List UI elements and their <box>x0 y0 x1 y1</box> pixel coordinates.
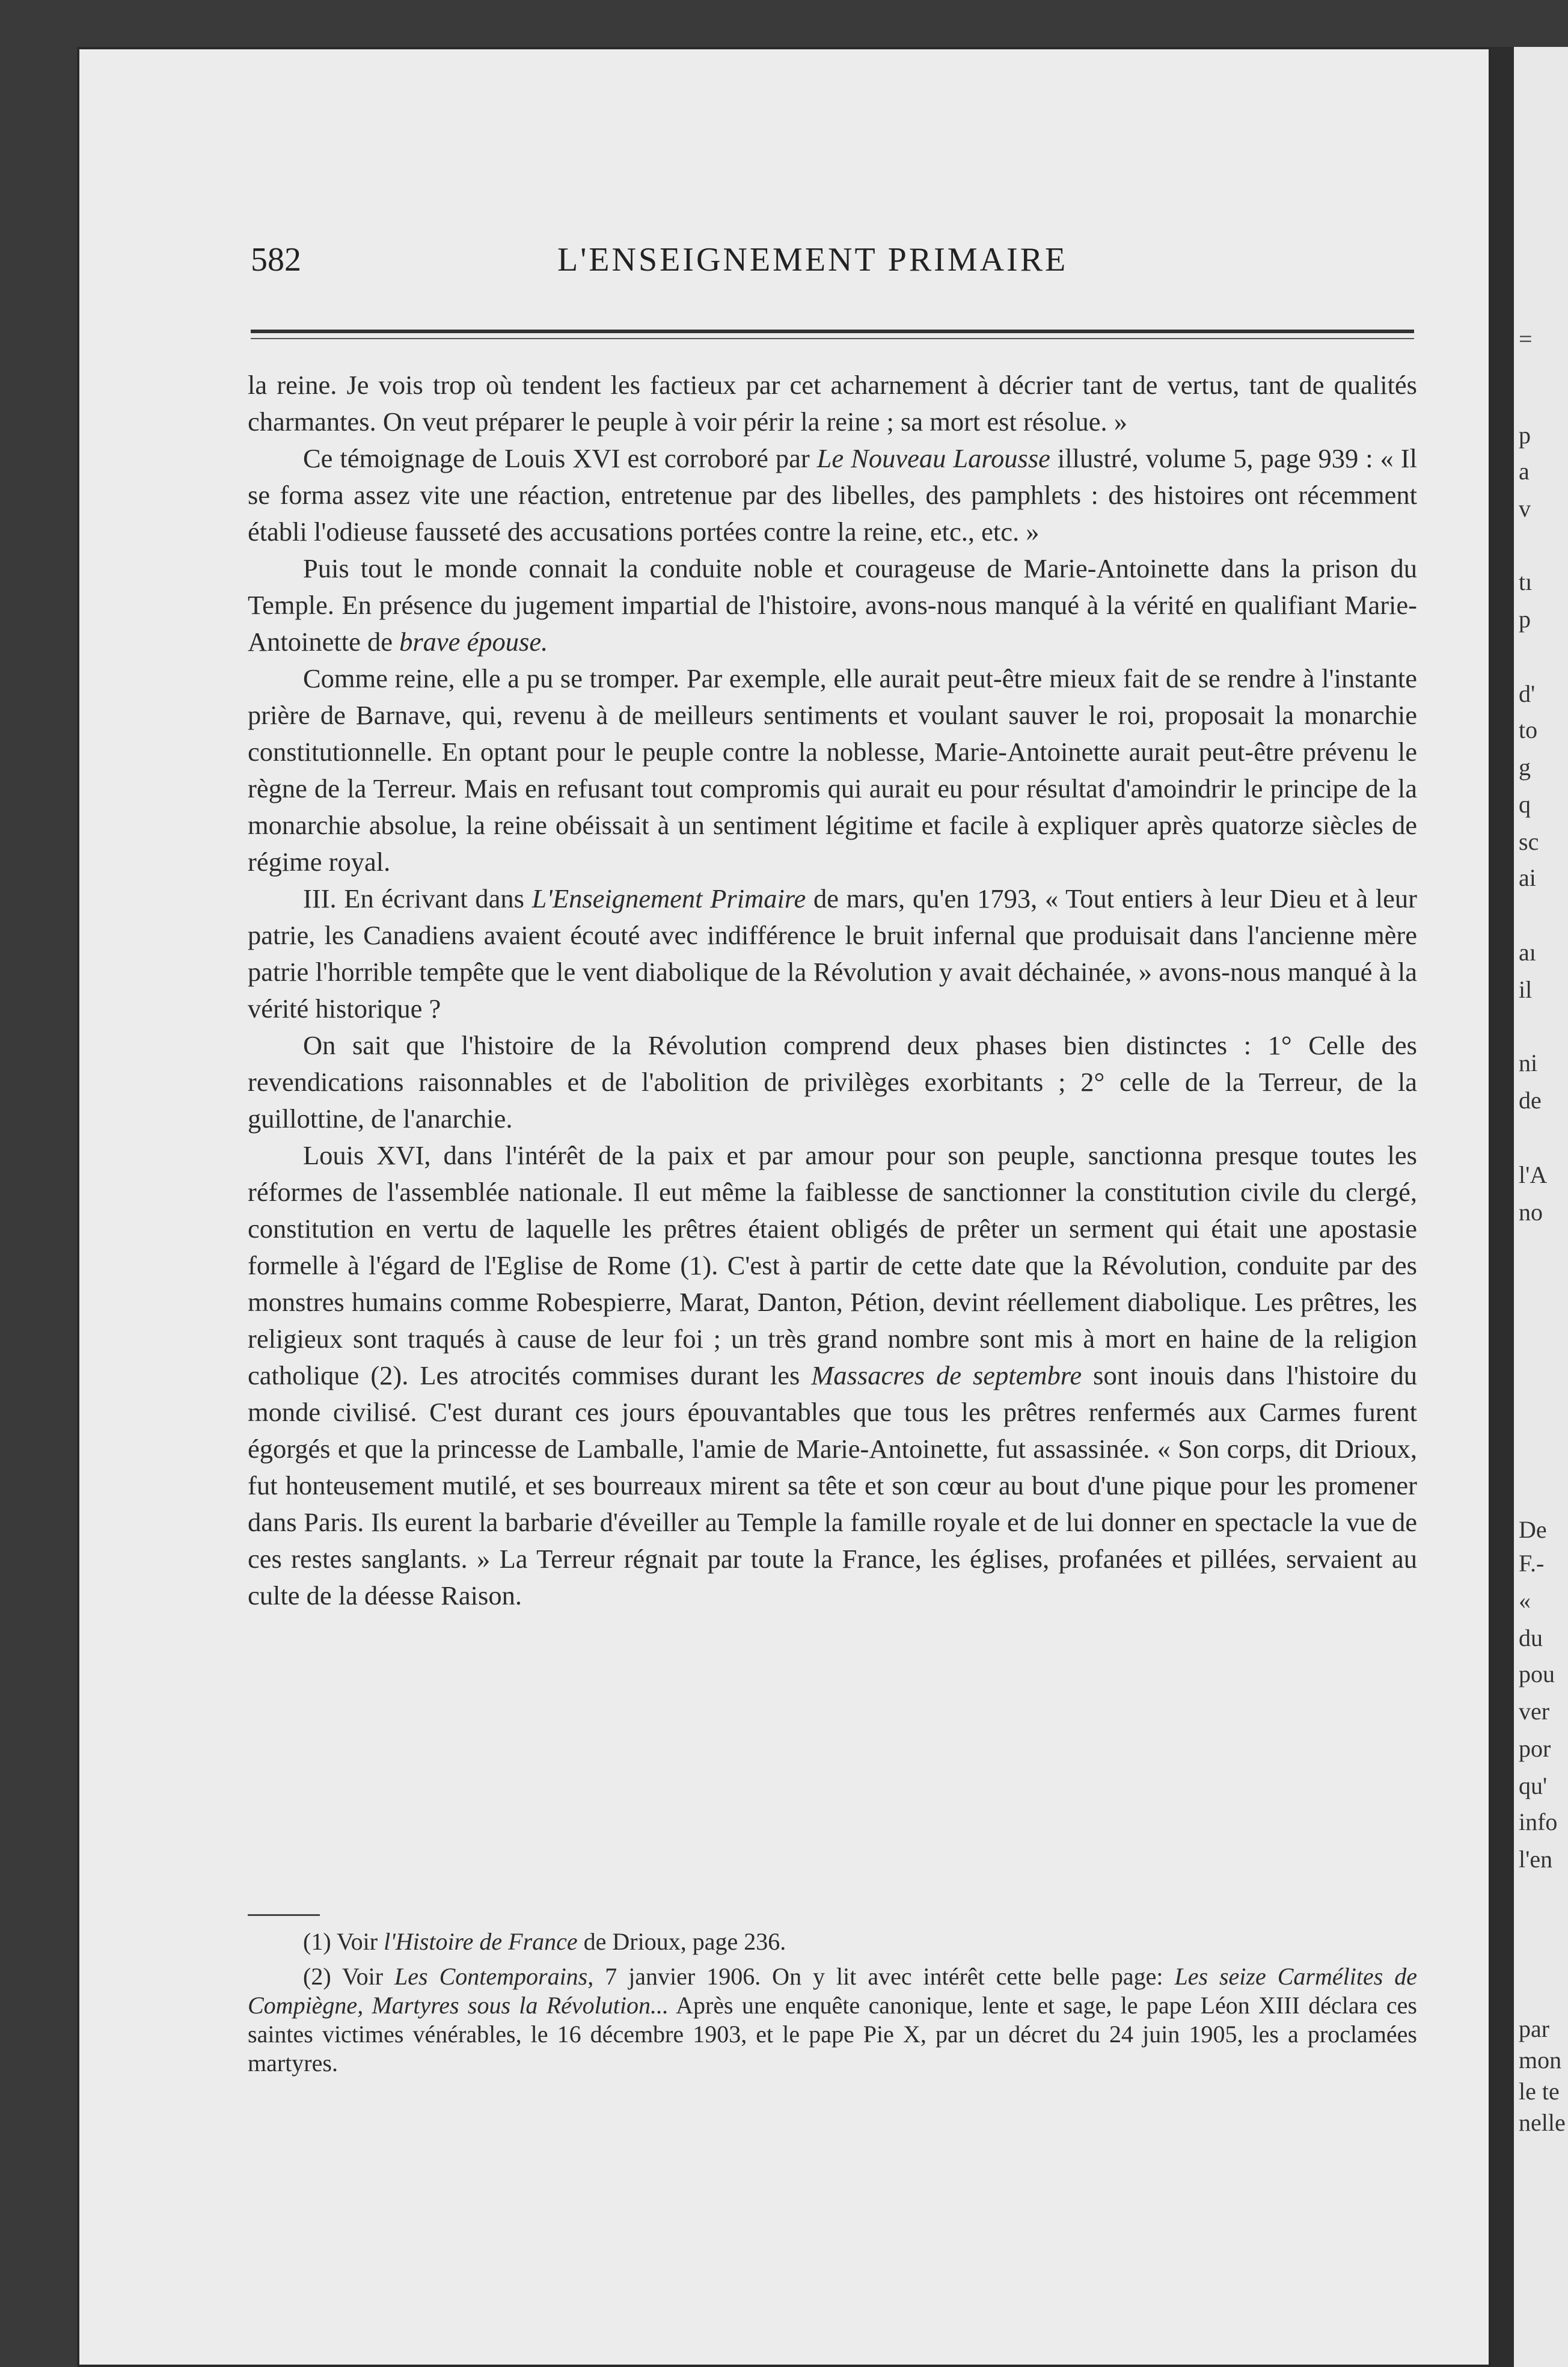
footnote: (1) Voir l'Histoire de France de Drioux, page 236. <box>303 1928 786 1955</box>
adjacent-page-fragment: d' <box>1519 680 1536 707</box>
adjacent-page-fragment: a <box>1519 458 1530 485</box>
footnote-rule <box>248 1914 320 1916</box>
adjacent-page-fragment: to <box>1519 716 1538 743</box>
adjacent-page-fragment: ver <box>1519 1698 1550 1725</box>
header-rule <box>251 330 1414 333</box>
adjacent-page-fragment: l'A <box>1519 1161 1548 1188</box>
page-header <box>251 241 1414 283</box>
adjacent-page-fragment: du <box>1519 1624 1543 1651</box>
adjacent-page-fragment: ai <box>1519 864 1536 891</box>
adjacent-page-fragment: q <box>1519 791 1531 818</box>
emphasis: brave épouse. <box>399 627 548 657</box>
adjacent-page-fragment: por <box>1519 1735 1551 1762</box>
body-text <box>248 367 1417 1614</box>
adjacent-page-fragment: qu' <box>1519 1772 1548 1799</box>
footnotes <box>248 1927 1417 2084</box>
paragraph: On sait que l'histoire de la Révolution comprend deux phases bien distinctes : 1° Celle des revendications raisonnables et de l'abolition de privilèges exorbitants ; 2° celle de la Terreur, de la guillottine, de l'anarchie. <box>248 1030 1417 1134</box>
adjacent-page-fragment: info <box>1519 1808 1558 1835</box>
adjacent-page-fragment: de <box>1519 1087 1542 1114</box>
adjacent-page-fragment: par <box>1519 2015 1550 2042</box>
page-gutter <box>1491 47 1514 2367</box>
adjacent-page-fragment: aı <box>1519 939 1536 966</box>
adjacent-page-fragment: ni <box>1519 1049 1538 1076</box>
adjacent-page-fragment: il <box>1519 976 1533 1003</box>
adjacent-page-fragment: le te <box>1519 2078 1560 2105</box>
adjacent-page-fragment: g <box>1519 754 1531 781</box>
periodical-title: L'Enseignement Primaire <box>531 883 806 913</box>
running-title: L'ENSEIGNEMENT PRIMAIRE <box>557 241 1068 278</box>
paragraph: Puis tout le monde connait la conduite noble et courageuse de Marie-Antoinette dans la prison du Temple. En présence du jugement impartial de l'histoire, avons-nous manqué à la vérité en qualifiant Marie-Antoinette de brave épouse. <box>248 553 1417 657</box>
adjacent-page-fragment: nelle <box>1519 2109 1566 2136</box>
adjacent-page-fragment: De <box>1519 1516 1547 1543</box>
adjacent-page-fragment: v <box>1519 495 1531 522</box>
adjacent-page-fragment: F.- <box>1519 1550 1545 1577</box>
adjacent-page-fragment: p <box>1519 422 1531 449</box>
adjacent-page-fragment: « <box>1519 1587 1531 1614</box>
adjacent-page-fragment: pou <box>1519 1660 1555 1687</box>
paragraph: III. En écrivant dans L'Enseignement Primaire de mars, qu'en 1793, « Tout entiers à leur Dieu et à leur patrie, les Canadiens avaient écouté avec indifférence le bruit infernal que produisait dans l'ancienne mère patrie l'horrible tempête que le vent diabolique de la Révolution y avait déchainée, » avons-nous manqué à la vérité historique ? <box>248 883 1417 1024</box>
paragraph: Ce témoignage de Louis XVI est corroboré par Le Nouveau Larousse illustré, volume 5, page 939 : « Il se forma assez vite une réaction, entretenue par des libelles, des pamphlets : des histoires ont récemment établi l'odieuse fausseté des accusations portées contre la reine, etc., etc. » <box>248 443 1417 547</box>
footnote: (2) Voir Les Contemporains, 7 janvier 1906. On y lit avec intérêt cette belle page: Les seize Carmélites de Compiègne, Martyres sous la Révolution... Après une enquête canonique, lente et sage, le pape Léon XIII déclara ces saintes victimes vénérables, le 16 décembre 1903, et le pape Pie X, par un décret du 24 juin 1905, les a proclamées martyres. <box>248 1963 1418 2077</box>
adjacent-page-fragment: mon <box>1519 2046 1562 2074</box>
paragraph: Comme reine, elle a pu se tromper. Par exemple, elle aurait peut-être mieux fait de se rendre à l'instante prière de Barnave, qui, revenu à de meilleurs sentiments et voulant sauver le roi, proposait la monarchie constitutionnelle. En optant pour le peuple contre la noblesse, Marie-Antoinette aurait peut-être prévenu le règne de la Terreur. Mais en refusant tout compromis qui aurait eu pour résultat d'amoindrir le principe de la monarchie absolue, la reine obéissait à un sentiment légitime et facile à expliquer après quatorze siècles de régime royal. <box>248 663 1417 877</box>
adjacent-page-fragment: = <box>1519 325 1533 352</box>
adjacent-page-fragment: p <box>1519 606 1531 633</box>
book-title: Le Nouveau Larousse <box>816 443 1050 473</box>
adjacent-page-fragment: no <box>1519 1199 1543 1226</box>
paragraph: Louis XVI, dans l'intérêt de la paix et par amour pour son peuple, sanctionna presque toutes les réformes de l'assemblée nationale. Il eut même la faiblesse de sanctionner la constitution civile du clergé, constitution en vertu de laquelle les prêtres étaient obligés de prêter un serment qui était une apostasie formelle à l'égard de l'Eglise de Rome (1). C'est à partir de cette date que la Révolution, conduite par des monstres humains comme Robespierre, Marat, Danton, Pétion, devint réellement diabolique. Les prêtres, les religieux sont traqués à cause de leur foi ; un très grand nombre sont mis à mort en haine de la religion catholique (2). Les atrocités commises durant les Massacres de septembre sont inouis dans l'histoire du monde civilisé. C'est durant ces jours épouvantables que tous les prêtres renfermés aux Carmes furent égorgés et que la princesse de Lamballe, l'amie de Marie-Antoinette, fut assassinée. « Son corps, dit Drioux, fut honteusement mutilé, et ses bourreaux mirent sa tête et son cœur au bout d'une pique pour les promener dans Paris. Ils eurent la barbarie d'éveiller au Temple la famille royale et de lui donner en spectacle la vue de ces restes sanglants. » La Terreur régnait par toute la France, les églises, profanées et pillées, servaient au culte de la déesse Raison. <box>248 1140 1417 1610</box>
adjacent-page-fragment: sc <box>1519 828 1539 855</box>
adjacent-page-fragment: tı <box>1519 568 1533 595</box>
adjacent-page-edge <box>1514 47 1568 2367</box>
emphasis: Massacres de septembre <box>811 1360 1082 1390</box>
header-rule-thin <box>251 338 1414 339</box>
page-number: 582 <box>251 241 301 278</box>
adjacent-page-fragment: l'en <box>1519 1846 1553 1873</box>
paragraph: la reine. Je vois trop où tendent les factieux par cet acharnement à décrier tant de vertus, tant de qualités charmantes. On veut préparer le peuple à voir périr la reine ; sa mort est résolue. » <box>248 370 1417 437</box>
